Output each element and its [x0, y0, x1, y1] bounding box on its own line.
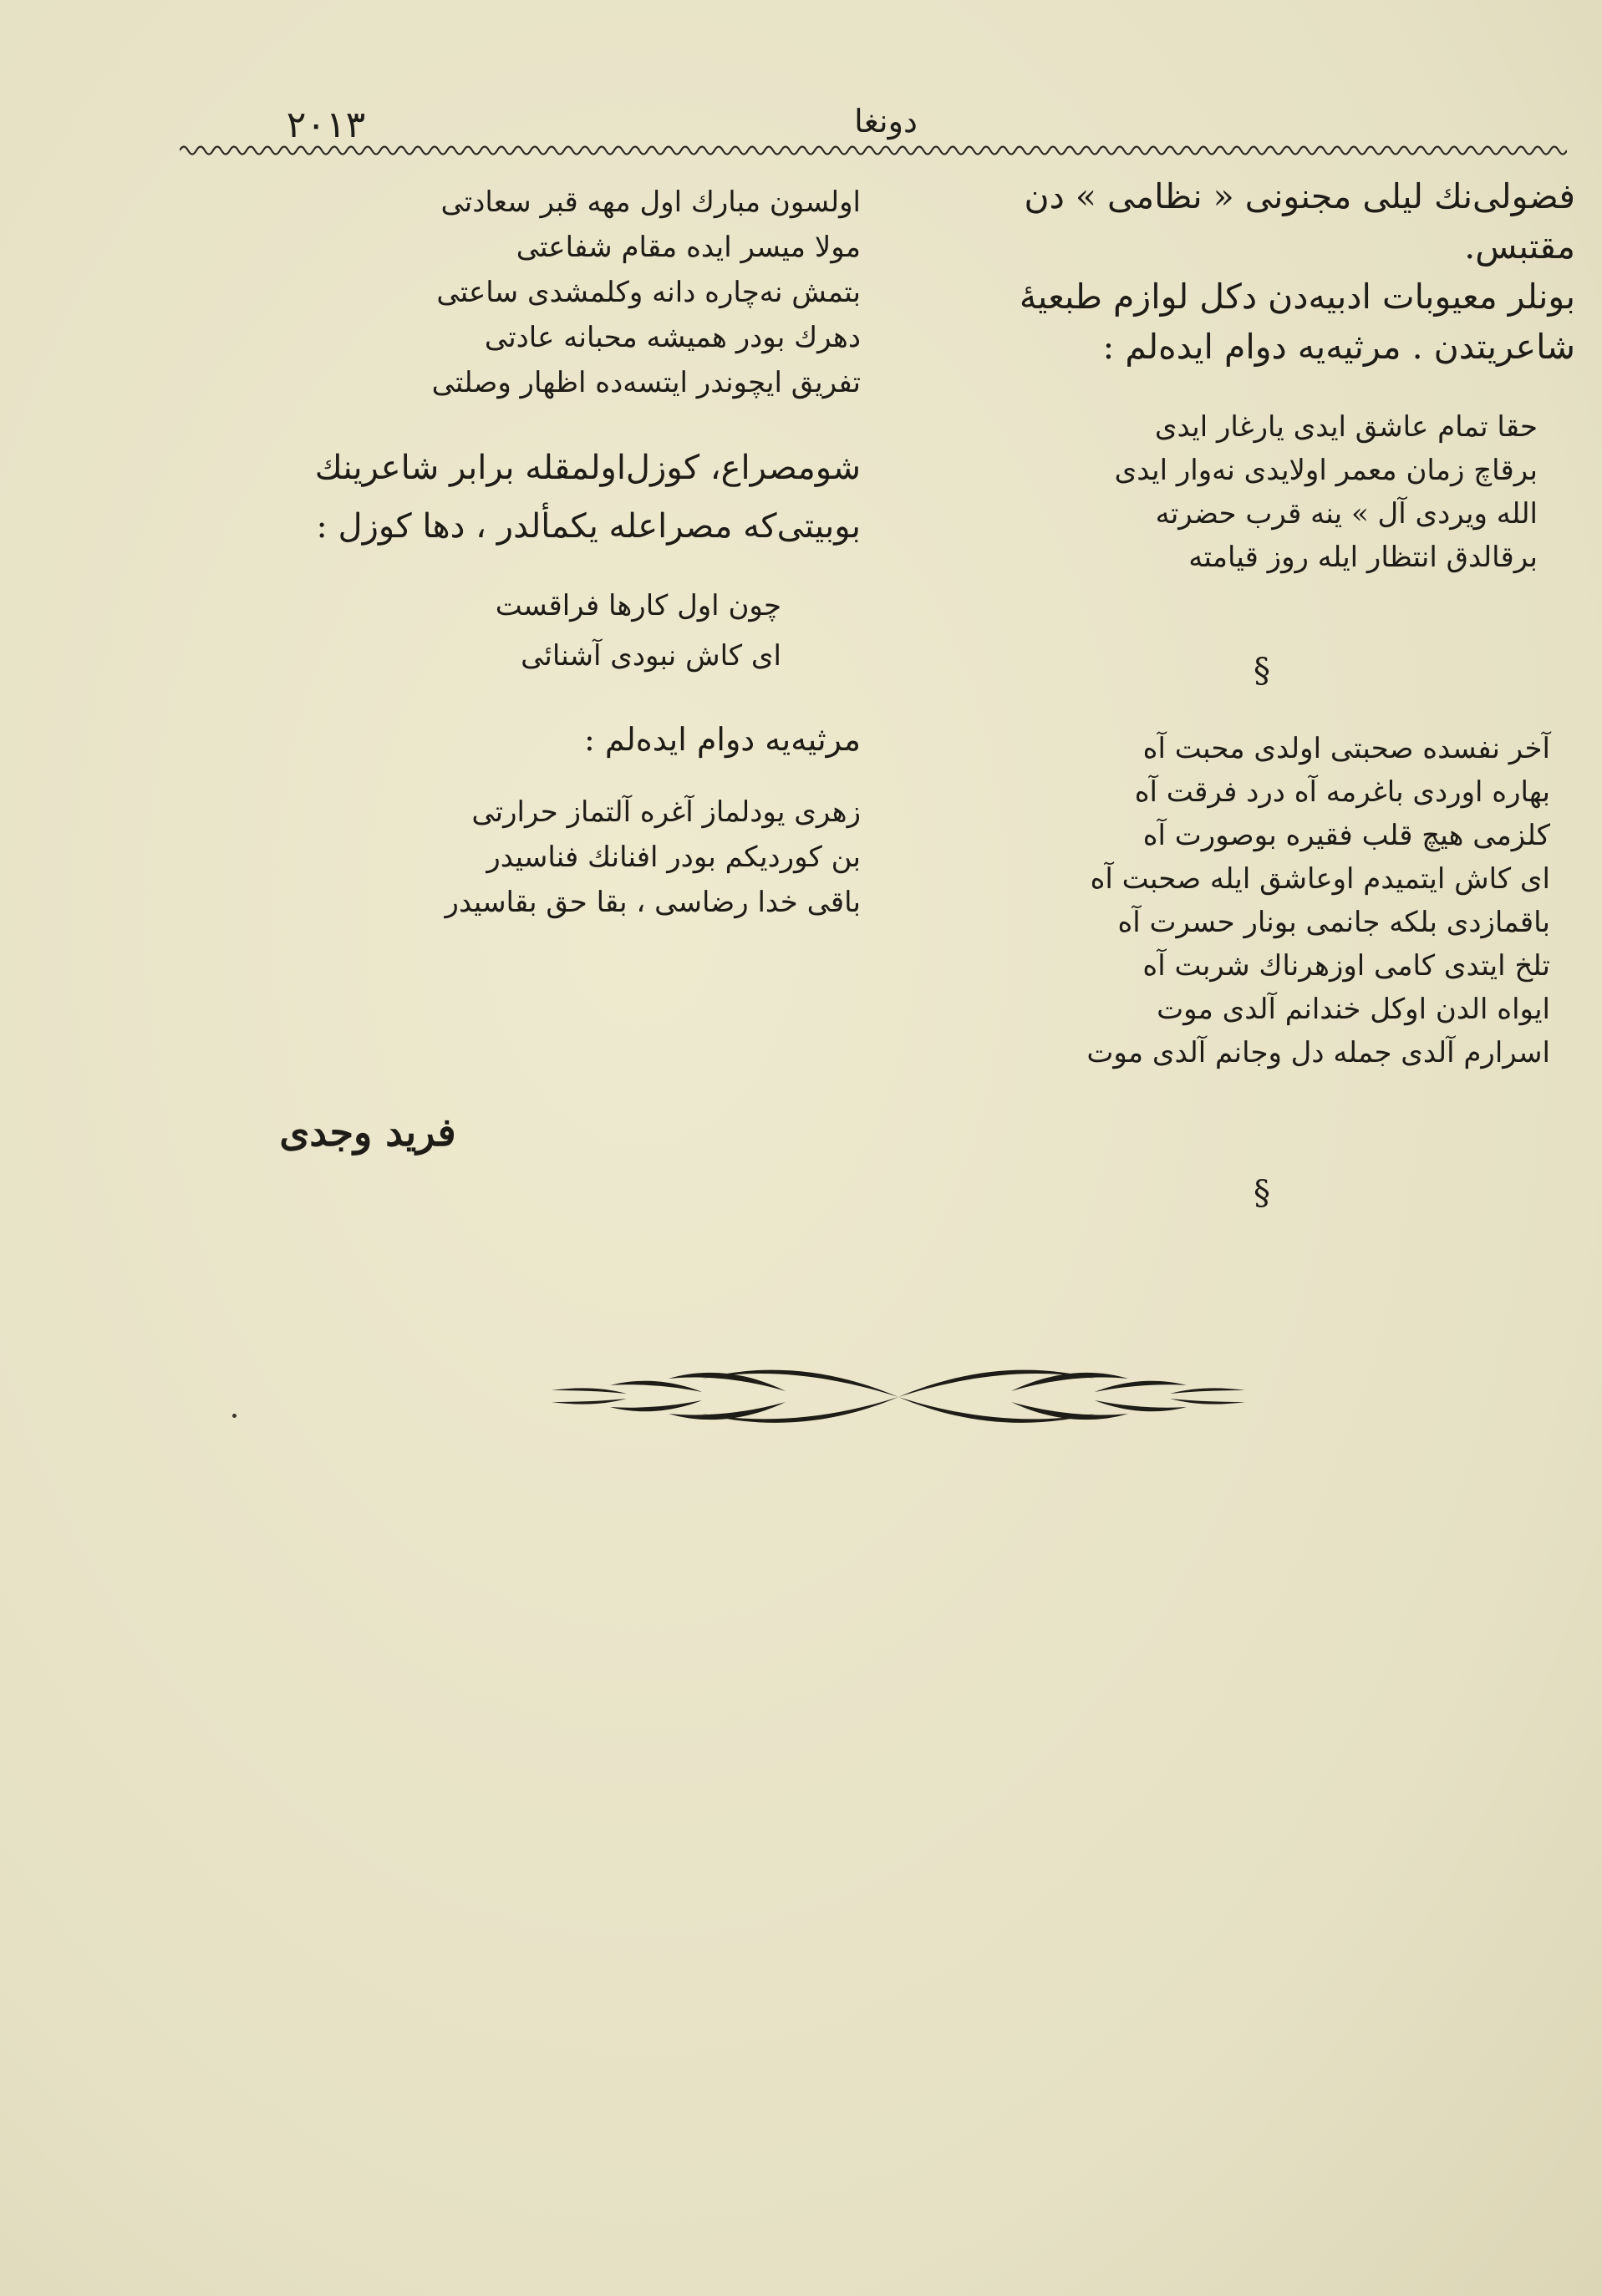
section-mark: § [1254, 1174, 1270, 1212]
verse-line: تفریق ایچوندر ایتسه‌ده اظهار وصلتی [431, 366, 861, 399]
right-column-lower [903, 719, 1575, 1805]
verse-line: ایواه الدن اوكل خندانم آلدی موت [1157, 993, 1550, 1026]
right-prose [903, 171, 1575, 372]
verse-line: چون اول كارها فراقست [495, 589, 781, 622]
verse-line: آخر نفسده صحبتی اولدی محبت آه [1142, 732, 1550, 765]
verse-line: تلخ ایتدی كامی اوزهرناك شربت آه [1142, 949, 1550, 983]
verse-line: زهری یودلماز آغره آلتماز حرارتی [471, 795, 861, 829]
page-number: ٢٠١٣ [286, 104, 366, 146]
ink-speck [232, 1414, 236, 1418]
verse-line: حقا تمام عاشق ایدی یارغار ایدی [1154, 410, 1538, 444]
verse-line: برقالدق انتظار ایله روز قیامته [1188, 541, 1538, 574]
verse-line: اولسون مبارك اول مهه قبر سعادتی [440, 185, 861, 219]
verse-line: باقمازدی بلكه جانمی بونار حسرت آه [1117, 906, 1550, 939]
verse-line: بهاره اوردی باغرمه آه درد فرقت آه [1134, 775, 1550, 809]
verse-line: بن كوردیكم بودر افنانك فناسیدر [486, 841, 861, 874]
verse-line: مولا میسر ایده مقام شفاعتی [516, 231, 861, 264]
left-column [201, 180, 861, 1182]
right-verse-stanza-2 [903, 727, 1550, 1074]
running-title: دونغا [854, 103, 918, 140]
verse-line: ای كاش ایتمیدم اوعاشق ایله صحبت آه [1090, 862, 1550, 896]
right-verse-stanza-1 [903, 405, 1538, 579]
section-mark: § [1254, 652, 1270, 690]
left-verse-stanza-2 [201, 790, 861, 925]
author-signature: فرید وجدی [279, 1110, 456, 1155]
quoted-couplet [201, 581, 781, 681]
prose-line: بونلر معیوبات ادبیه‌دن دكل لوازم طبعیهٔ [1019, 277, 1575, 317]
verse-line: برقاچ زمان معمر اولایدی نه‌وار ایدی [1114, 454, 1538, 487]
left-verse-stanza-1 [201, 180, 861, 405]
prose-line: شاعریتدن . مرثیه‌یه دوام ایده‌لم : [1102, 327, 1575, 367]
leaf-ornament-divider [535, 1354, 1262, 1437]
verse-line: باقی خدا رضاسی ، بقا حق بقاسیدر [445, 886, 861, 919]
prose-line: فضولی‌نك لیلی مجنونی « نظامی » دن مقتبس. [1024, 176, 1575, 267]
verse-line: كلزمی هیچ قلب فقیره بوصورت آه [1142, 819, 1550, 852]
left-prose [201, 439, 861, 556]
continuation-note: مرثیه‌یه دوام ایده‌لم : [584, 721, 861, 758]
prose-line: بوبیتی‌كه مصراعله یكمألدر ، دها كوزل : [316, 507, 861, 546]
verse-line: دهرك بودر همیشه محبانه عادتی [484, 321, 861, 354]
verse-line: ای كاش نبودی آشنائی [521, 639, 781, 673]
prose-line: شومصراع، كوزل‌اولمقله برابر شاعرینك [314, 449, 861, 487]
wavy-header-rule [180, 138, 1567, 163]
verse-line: اسرارم آلدی جمله دل وجانم آلدی موت [1086, 1036, 1550, 1069]
verse-line: بتمش نه‌چاره دانه وكلمشدی ساعتی [436, 276, 861, 309]
verse-line: الله ویردی آل » ینه قرب حضرته [1155, 497, 1538, 531]
